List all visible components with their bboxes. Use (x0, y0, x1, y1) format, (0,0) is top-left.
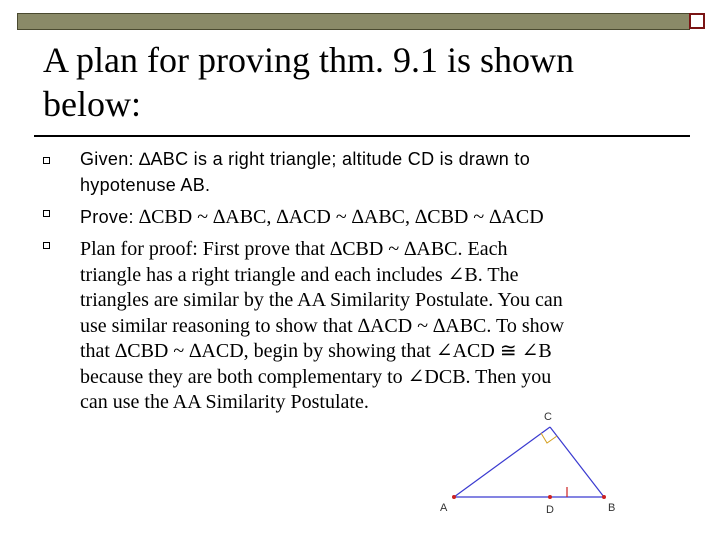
given-item (80, 147, 680, 198)
given-text: ∆ABC is a right triangle; altitude CD is drawn to (139, 149, 531, 169)
title-line-2: below: (43, 84, 141, 124)
title-divider (34, 135, 690, 137)
prove-item (80, 205, 680, 231)
right-angle-mark-c (541, 433, 557, 443)
plan-line: triangles are similar by the AA Similarity Postulate. You can (80, 289, 563, 311)
bullet-square-icon (43, 210, 50, 217)
label-a: A (440, 502, 448, 514)
plan-item (80, 237, 680, 416)
label-c: C (544, 411, 552, 423)
plan-line: that ∆CBD ~ ∆ACD, begin by showing that ∠ACD ≅ ∠B (80, 340, 552, 362)
label-d: D (546, 504, 554, 516)
plan-line: triangle has a right triangle and each includes ∠B. The (80, 263, 519, 286)
prove-text: ∆CBD ~ ∆ABC, ∆ACD ~ ∆ABC, ∆CBD ~ ∆ACD (138, 206, 544, 228)
point-b (602, 495, 606, 499)
side-ac (454, 427, 550, 497)
top-decorative-bar (17, 13, 690, 30)
plan-line: can use the AA Similarity Postulate. (80, 391, 369, 413)
given-text-line2: hypotenuse AB. (80, 174, 211, 195)
given-label: Given: (80, 149, 134, 169)
bullet-square-icon (43, 157, 50, 164)
slide-title (43, 38, 683, 126)
point-a (452, 495, 456, 499)
bullet-square-icon (43, 242, 50, 249)
side-bc (550, 427, 604, 497)
point-d (548, 495, 552, 499)
corner-square-icon (689, 13, 705, 29)
label-b: B (608, 502, 616, 514)
plan-line: use similar reasoning to show that ∆ACD ~ ∆ABC. To show (80, 314, 565, 337)
title-line-1: A plan for proving thm. 9.1 is shown (43, 40, 574, 80)
triangle-diagram (430, 405, 640, 525)
prove-label: Prove: (80, 207, 134, 227)
plan-line: because they are both complementary to ∠DCB. Then you (80, 365, 552, 388)
plan-line: Plan for proof: First prove that ∆CBD ~ ∆ABC. Each (80, 238, 508, 260)
